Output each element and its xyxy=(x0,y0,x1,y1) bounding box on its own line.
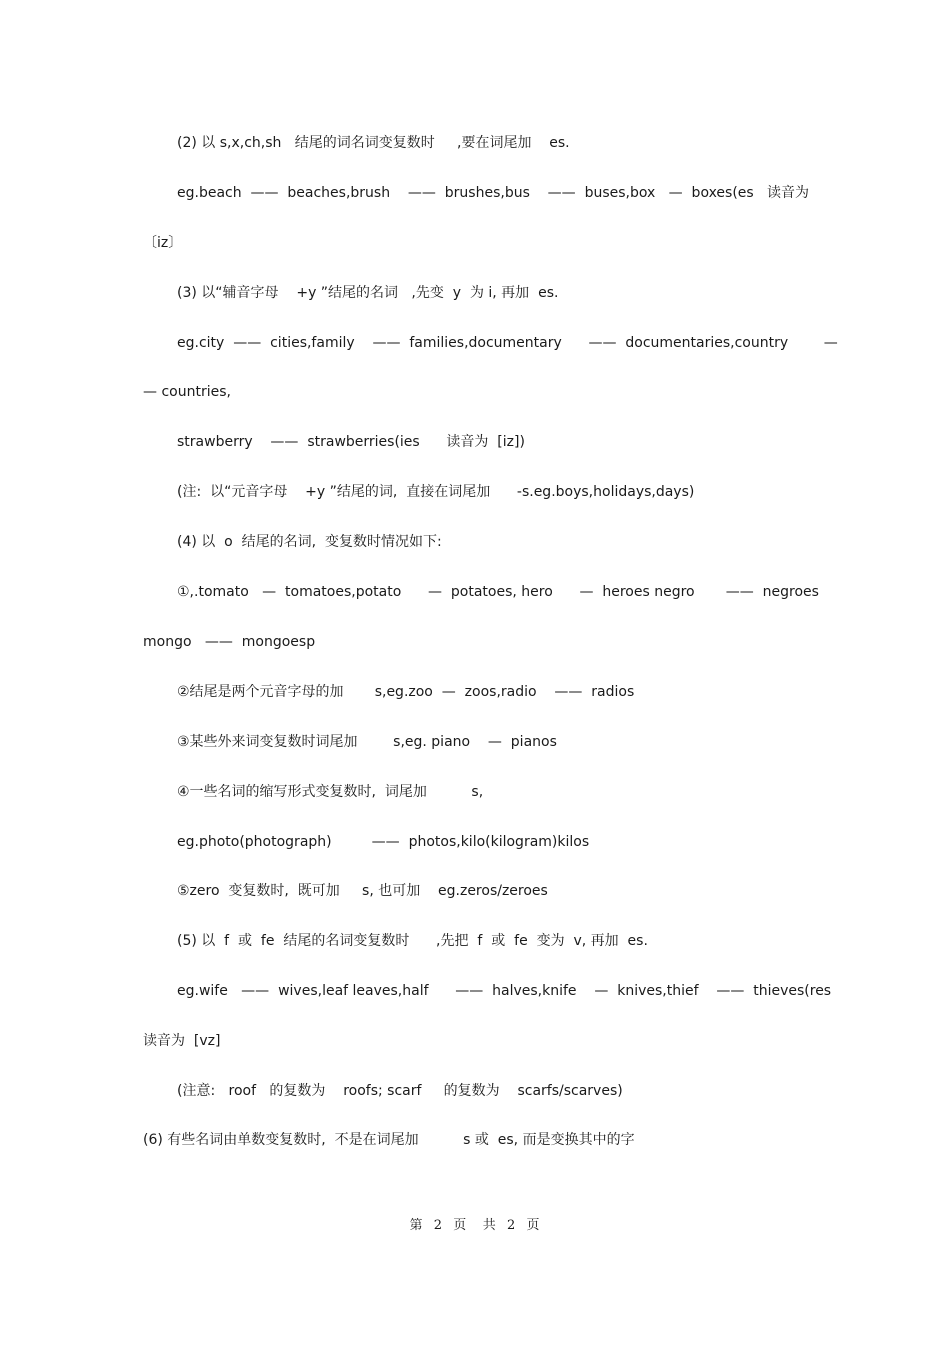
text-line: eg.city —— cities,family —— families,documentary —— documentaries,country — xyxy=(177,335,838,351)
text-line: 读音为 [vz] xyxy=(143,1033,221,1049)
text-line: ①,.tomato — tomatoes,potato — potatoes, hero — heroes negro —— negroes xyxy=(177,584,819,600)
text-line: — countries, xyxy=(143,384,231,400)
text-line: (5) 以 f 或 fe 结尾的名词变复数时 ,先把 f 或 fe 变为 v, 再加 es. xyxy=(177,933,648,949)
text-line: eg.beach —— beaches,brush —— brushes,bus —— buses,box — boxes(es 读音为 xyxy=(177,185,810,201)
text-line: (4) 以 o 结尾的名词, 变复数时情况如下: xyxy=(177,534,442,550)
text-line: ⑤zero 变复数时, 既可加 s, 也可加 eg.zeros/zeroes xyxy=(177,883,548,899)
text-line: ③某些外来词变复数时词尾加 s,eg. piano — pianos xyxy=(177,734,557,750)
text-line: (注: 以“元音字母 +y ”结尾的词, 直接在词尾加 -s.eg.boys,holidays,days) xyxy=(177,484,695,500)
page-number-footer: 第 2 页 共 2 页 xyxy=(409,1218,541,1233)
text-line: 〔iz〕 xyxy=(143,235,183,251)
text-line: eg.wife —— wives,leaf leaves,half —— halves,knife — knives,thief —— thieves(res xyxy=(177,983,832,999)
text-line: (6) 有些名词由单数变复数时, 不是在词尾加 s 或 es, 而是变换其中的字 xyxy=(143,1132,635,1148)
text-line: (2) 以 s,x,ch,sh 结尾的词名词变复数时 ,要在词尾加 es. xyxy=(177,135,570,151)
text-line: mongo —— mongoesp xyxy=(143,634,316,650)
text-line: ②结尾是两个元音字母的加 s,eg.zoo — zoos,radio —— radios xyxy=(177,684,635,700)
text-line: (注意: roof 的复数为 roofs; scarf 的复数为 scarfs/scarves) xyxy=(177,1083,623,1099)
text-line: eg.photo(photograph) —— photos,kilo(kilogram)kilos xyxy=(177,834,590,850)
text-line: strawberry —— strawberries(ies 读音为 [iz]) xyxy=(177,434,525,450)
text-line: (3) 以“辅音字母 +y ”结尾的名词 ,先变 y 为 i, 再加 es. xyxy=(177,285,559,301)
text-line: ④一些名词的缩写形式变复数时, 词尾加 s, xyxy=(177,784,484,800)
